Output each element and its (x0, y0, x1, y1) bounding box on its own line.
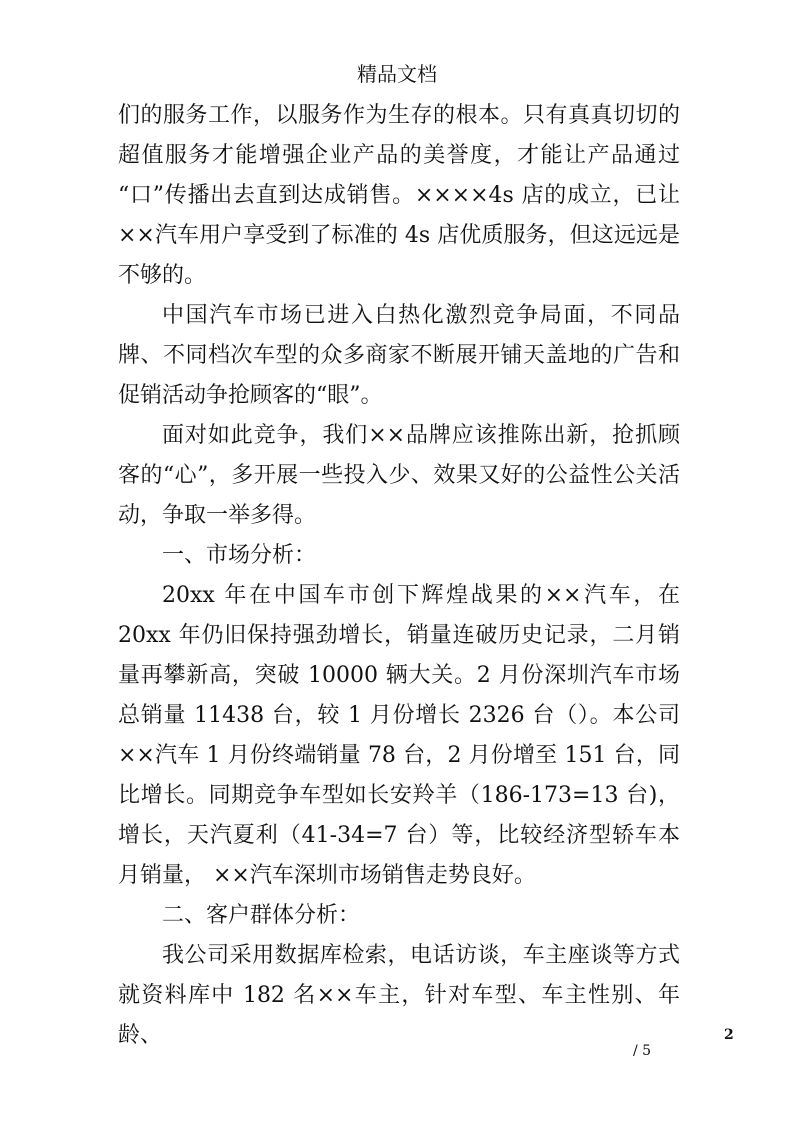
section-heading-market-analysis: 一、市场分析： (162, 543, 317, 568)
paragraph-market-analysis: 20xx 年在中国车市创下辉煌战果的××汽车，在 20xx 年仍旧保持强劲增长，销量连破历史记录，二月销量再攀新高，突破 10000 辆大关。2 月份深圳汽车市场总销量 11438 台，较 1 月份增长 2326 台（）。本公司××汽车 1 月份终端销量 78 台，2 月份增至 151 台，同比增长。同期竞争车型如长安羚羊（186-173=13 台)，增长，天汽夏利（41-34=7 台）等，比较经济型轿车本月销量， ××汽车深圳市场销售走势良好。 (118, 583, 680, 888)
paragraph-customer-analysis: 我公司采用数据库检索，电话访谈，车主座谈等方式就资料库中 182 名××车主，针对车型、车主性别、年龄、 (118, 943, 680, 1048)
page-header-title: 精品文档 (357, 62, 437, 86)
page-number: 2 (724, 1027, 734, 1043)
page-total: / 5 (633, 1043, 652, 1059)
document-body (118, 96, 680, 1056)
paragraph-market-competition: 中国汽车市场已进入白热化激烈竞争局面，不同品牌、不同档次车型的众多商家不断展开铺天盖地的广告和促销活动争抢顾客的“眼”。 (118, 303, 680, 408)
section-heading-customer-analysis: 二、客户群体分析： (162, 903, 361, 928)
paragraph-service: 们的服务工作，以服务作为生存的根本。只有真真切切的超值服务才能增强企业产品的美誉度，才能让产品通过 “口”传播出去直到达成销售。××××4s 店的成立，已让××汽车用户享受到了标准的 4s 店优质服务，但这远远是不够的。 (118, 103, 680, 288)
paragraph-brand-strategy: 面对如此竞争，我们××品牌应该推陈出新，抢抓顾客的“心”，多开展一些投入少、效果又好的公益性公关活动，争取一举多得。 (118, 423, 680, 528)
